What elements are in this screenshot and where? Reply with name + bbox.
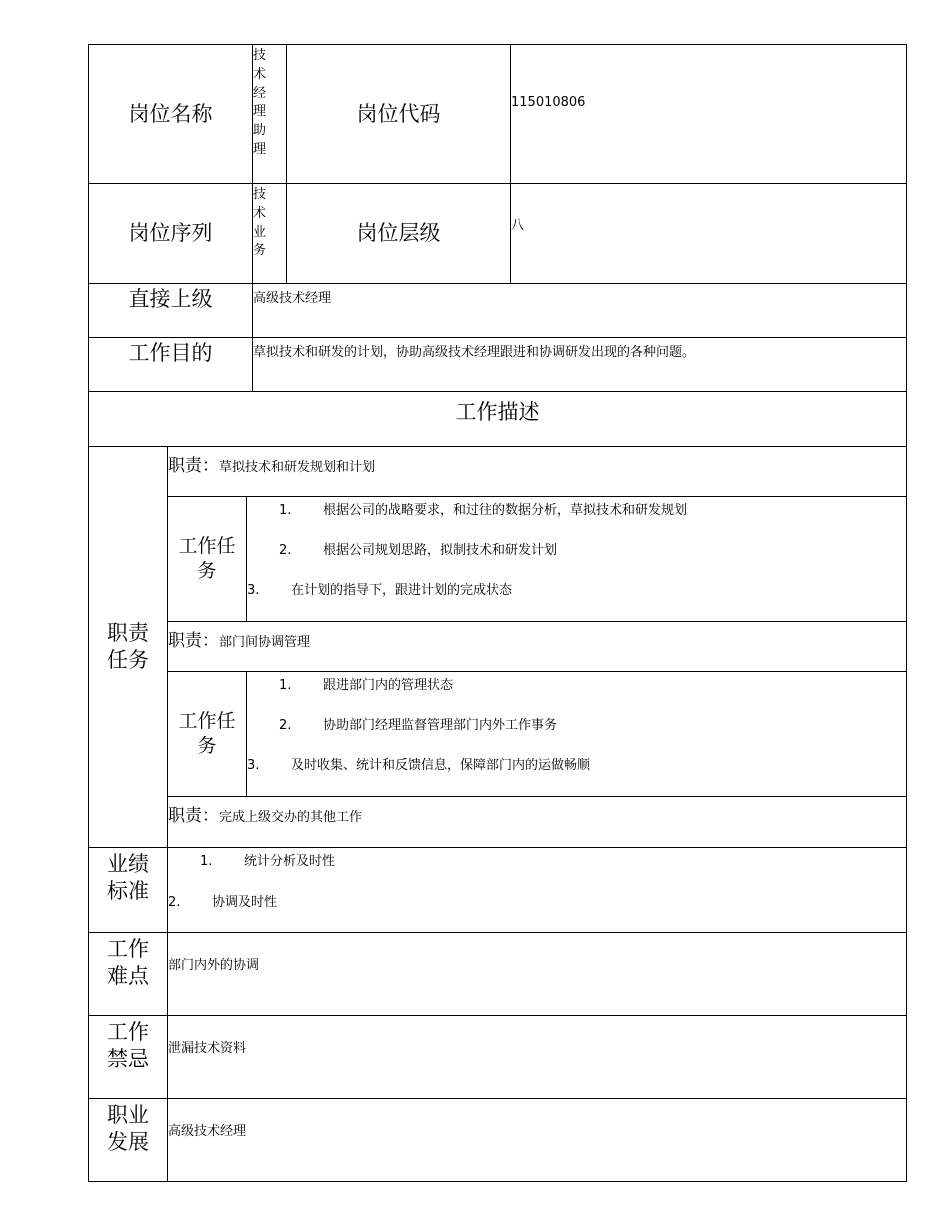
position-sequence-value: 技术业务 bbox=[253, 187, 267, 259]
duty-2-task-3-num: 3. bbox=[247, 758, 260, 773]
difficulty-label-line1: 工作 bbox=[107, 937, 149, 961]
direct-superior-value-cell bbox=[252, 283, 907, 338]
performance-label-line1: 业绩 bbox=[107, 852, 149, 876]
duty-2-task-1-num: 1. bbox=[279, 678, 292, 693]
position-name-label bbox=[88, 44, 253, 184]
duty-2-prefix: 职责： bbox=[168, 631, 219, 651]
position-code-value-cell bbox=[510, 44, 907, 184]
performance-item-1-text: 统计分析及时性 bbox=[244, 854, 336, 869]
performance-value-cell bbox=[167, 847, 907, 933]
performance-item-2 bbox=[168, 891, 277, 910]
duties-label-cell bbox=[88, 446, 168, 848]
job-purpose-value: 草拟技术和研发的计划，协助高级技术经理跟进和协调研发出现的各种问题。 bbox=[253, 345, 696, 360]
taboo-value-cell bbox=[167, 1015, 907, 1099]
duty-2-task-1 bbox=[279, 674, 453, 693]
duties-label bbox=[107, 620, 149, 675]
duty-1-task-label: 工作任务 bbox=[178, 535, 236, 582]
duty-2-task-3 bbox=[247, 754, 590, 773]
section-title: 工作描述 bbox=[455, 400, 540, 424]
difficulty-value-cell bbox=[167, 932, 907, 1016]
performance-item-1 bbox=[200, 850, 335, 869]
direct-superior-value: 高级技术经理 bbox=[253, 291, 332, 306]
position-level-value-cell bbox=[510, 183, 907, 284]
job-purpose-value-cell bbox=[252, 337, 907, 392]
difficulty-value: 部门内外的协调 bbox=[168, 958, 260, 973]
direct-superior-label bbox=[88, 283, 253, 338]
taboo-label-cell bbox=[88, 1015, 168, 1099]
taboo-label-line1: 工作 bbox=[107, 1020, 149, 1044]
position-sequence-label bbox=[88, 183, 253, 284]
duty-2-title-text: 部门间协调管理 bbox=[219, 635, 311, 650]
duty-3-title-text: 完成上级交办的其他工作 bbox=[219, 810, 363, 825]
position-sequence-label-text: 岗位序列 bbox=[128, 221, 213, 246]
performance-label-line2: 标准 bbox=[107, 879, 149, 904]
job-purpose-label-text: 工作目的 bbox=[128, 341, 213, 365]
duties-label-line2: 任务 bbox=[107, 648, 149, 672]
taboo-label-line2: 禁忌 bbox=[107, 1047, 149, 1072]
performance-label bbox=[89, 848, 167, 906]
position-code-value: 115010806 bbox=[511, 95, 586, 110]
duty-1-task-2-num: 2. bbox=[279, 543, 292, 558]
position-name-label-text: 岗位名称 bbox=[128, 101, 213, 126]
duty-1-prefix: 职责： bbox=[168, 456, 219, 476]
taboo-label bbox=[89, 1016, 167, 1074]
duty-2-task-2-text: 协助部门经理监督管理部门内外工作事务 bbox=[323, 718, 558, 733]
difficulty-label-cell bbox=[88, 932, 168, 1016]
duty-1-task-3-text: 在计划的指导下，跟进计划的完成状态 bbox=[291, 583, 513, 598]
duty-2-title-cell bbox=[167, 621, 907, 672]
career-label bbox=[89, 1099, 167, 1157]
duty-1-title-text: 草拟技术和研发规划和计划 bbox=[219, 460, 376, 475]
section-title-cell bbox=[88, 391, 907, 447]
direct-superior-label-text: 直接上级 bbox=[128, 287, 213, 311]
duty-1-task-2-text: 根据公司规划思路，拟制技术和研发计划 bbox=[323, 543, 558, 558]
job-purpose-label bbox=[88, 337, 253, 392]
difficulty-label bbox=[89, 933, 167, 991]
performance-item-2-text: 协调及时性 bbox=[212, 895, 278, 910]
duty-1-task-1-text: 根据公司的战略要求，和过往的数据分析，草拟技术和研发规划 bbox=[323, 503, 688, 518]
duty-3-title bbox=[168, 801, 362, 826]
duties-label-line1: 职责 bbox=[107, 620, 149, 645]
performance-item-1-num: 1. bbox=[200, 854, 213, 869]
duty-1-task-1 bbox=[279, 499, 687, 518]
duty-1-tasks-cell bbox=[246, 496, 907, 622]
duty-1-title bbox=[168, 451, 375, 476]
duty-2-task-3-text: 及时收集、统计和反馈信息，保障部门内的运做畅顺 bbox=[291, 758, 591, 773]
position-level-label bbox=[286, 183, 511, 284]
duty-3-prefix: 职责： bbox=[168, 806, 219, 826]
duty-1-title-cell bbox=[167, 446, 907, 497]
duty-2-task-label-cell bbox=[167, 671, 247, 797]
position-sequence-value-cell bbox=[252, 183, 287, 284]
position-level-value: 八 bbox=[511, 218, 525, 233]
duty-3-title-cell bbox=[167, 796, 907, 848]
duty-1-task-3 bbox=[247, 579, 512, 598]
difficulty-label-line2: 难点 bbox=[107, 964, 149, 989]
career-label-cell bbox=[88, 1098, 168, 1182]
duty-1-task-1-num: 1. bbox=[279, 503, 292, 518]
performance-label-cell bbox=[88, 847, 168, 933]
career-value: 高级技术经理 bbox=[168, 1124, 247, 1139]
duty-2-task-1-text: 跟进部门内的管理状态 bbox=[323, 678, 454, 693]
performance-item-2-num: 2. bbox=[168, 895, 181, 910]
position-level-label-text: 岗位层级 bbox=[356, 221, 441, 246]
duty-1-task-2 bbox=[279, 539, 557, 558]
position-name-value: 技术经理助理 bbox=[253, 48, 267, 157]
position-code-label bbox=[286, 44, 511, 184]
career-label-line2: 发展 bbox=[107, 1130, 149, 1155]
position-code-label-text: 岗位代码 bbox=[356, 101, 441, 126]
duty-1-task-3-num: 3. bbox=[247, 583, 260, 598]
taboo-value: 泄漏技术资料 bbox=[168, 1041, 247, 1056]
career-value-cell bbox=[167, 1098, 907, 1182]
position-name-value-cell bbox=[252, 44, 287, 184]
duty-2-task-label: 工作任务 bbox=[178, 710, 236, 757]
duty-2-tasks-cell bbox=[246, 671, 907, 797]
career-label-line1: 职业 bbox=[107, 1103, 149, 1127]
duty-2-task-2-num: 2. bbox=[279, 718, 292, 733]
duty-2-task-2 bbox=[279, 714, 557, 733]
duty-2-title bbox=[168, 626, 310, 651]
duty-1-task-label-cell bbox=[167, 496, 247, 622]
